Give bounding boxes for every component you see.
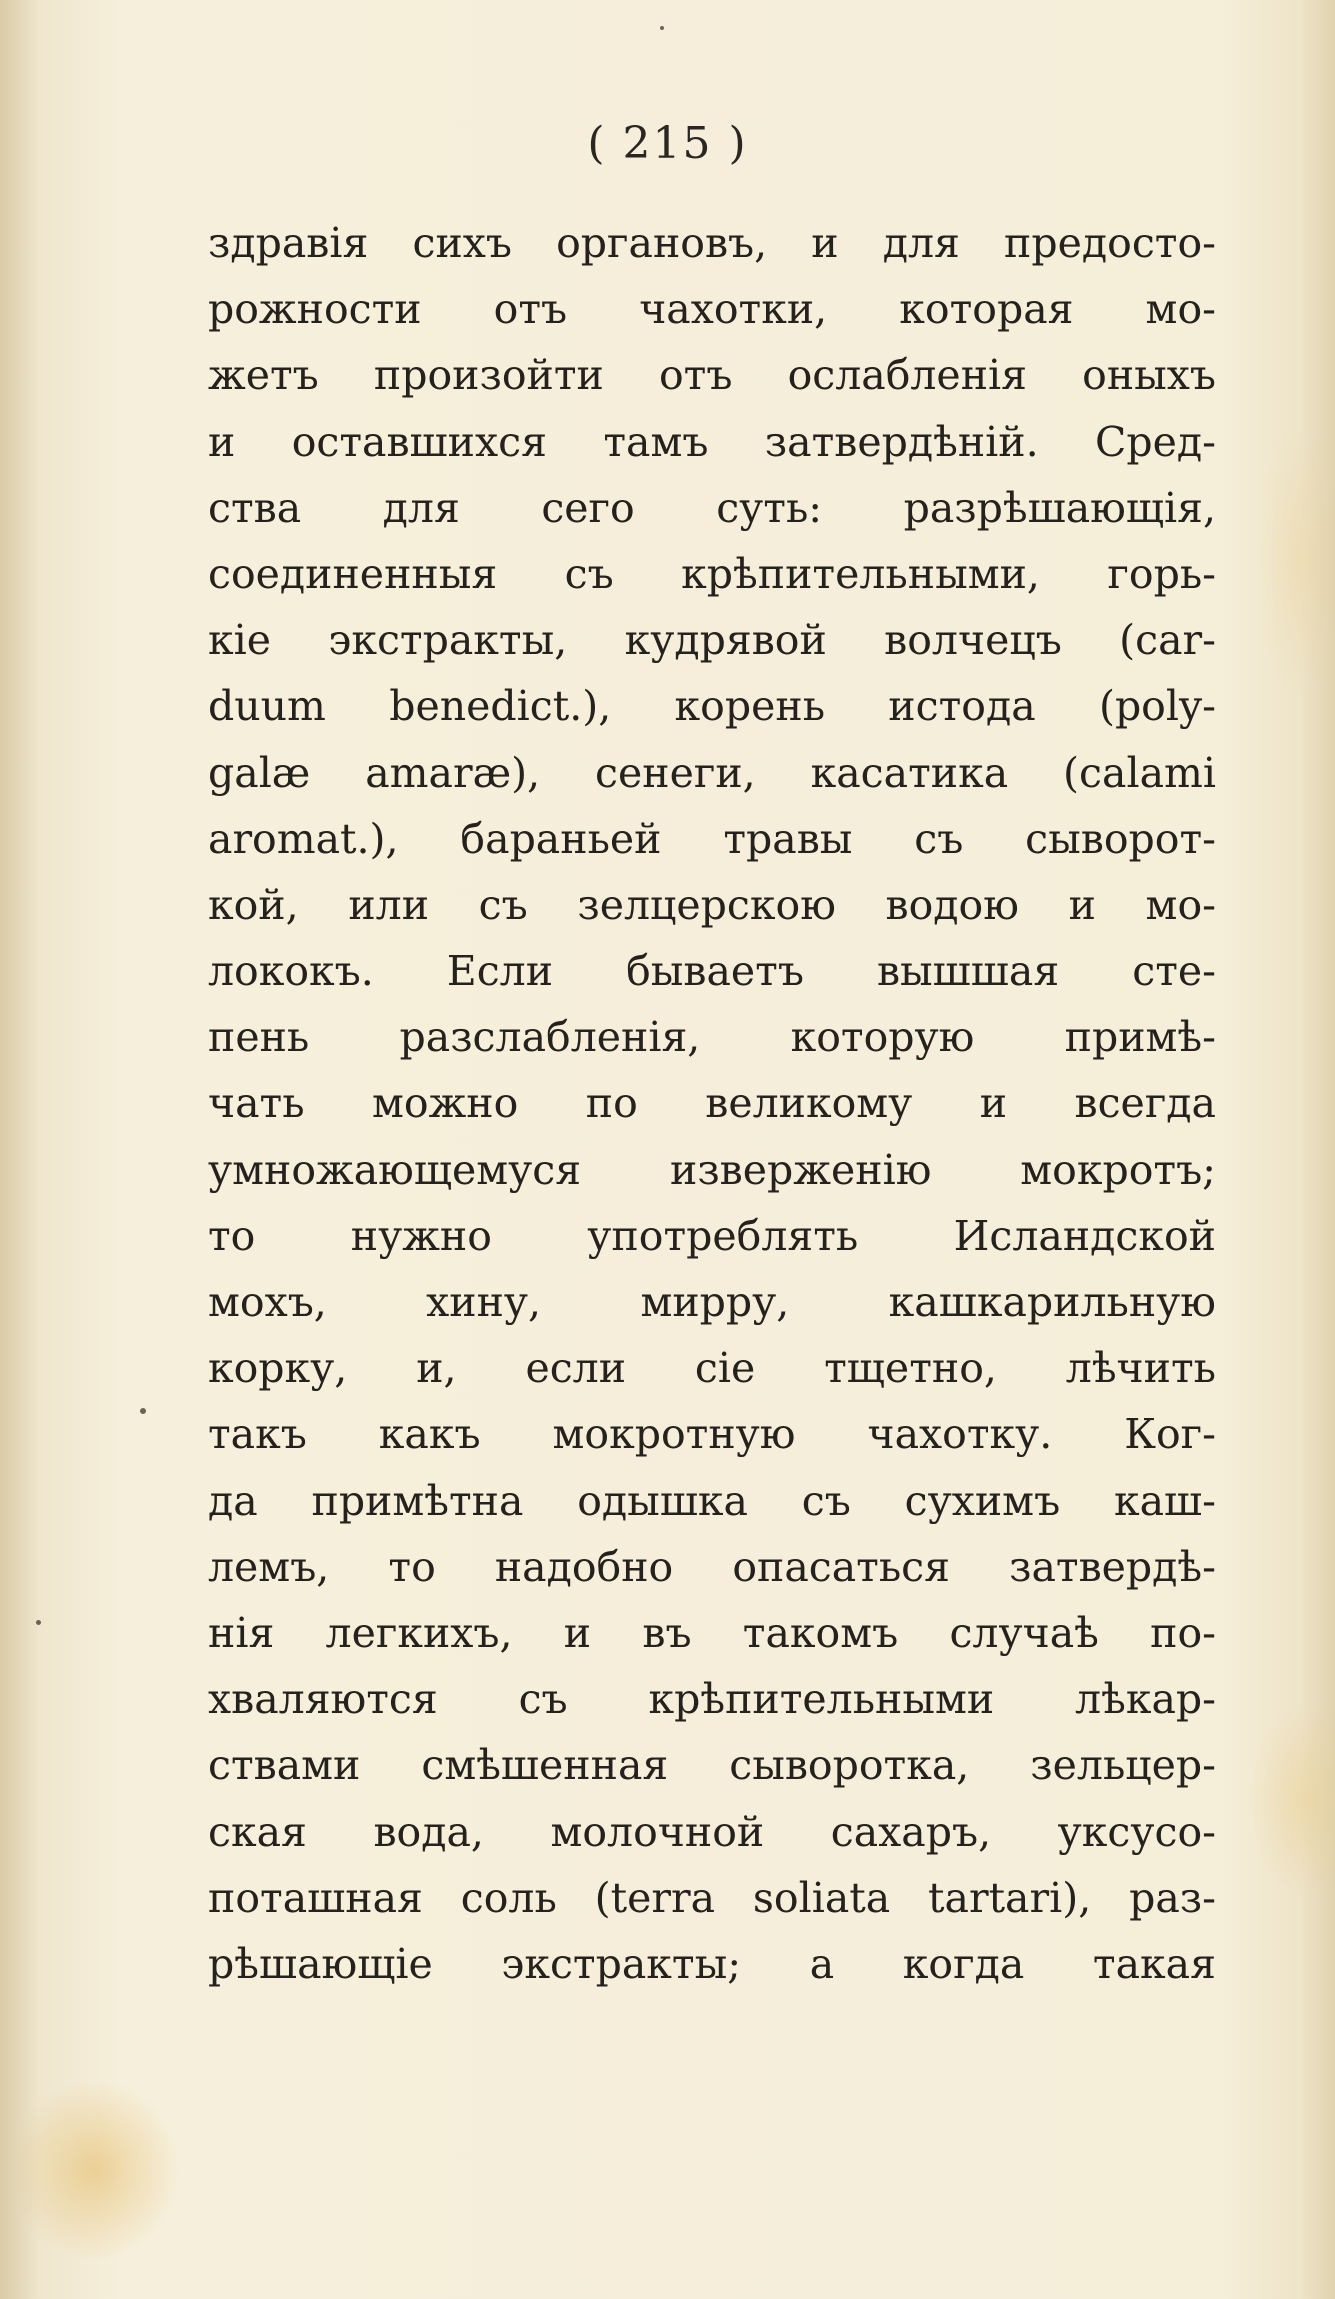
text-line: пень разслабленія, которую примѣ-	[208, 1013, 1216, 1062]
text-line: то нужно употреблять Исландской	[208, 1211, 1216, 1260]
text-line: чать можно по великому и всегда	[208, 1079, 1216, 1128]
text-line: нія легкихъ, и въ такомъ случаѣ по-	[208, 1608, 1216, 1657]
text-line: лококъ. Если бываетъ вышшая сте-	[208, 947, 1216, 996]
text-line: ства для сего суть: разрѣшающія,	[208, 483, 1216, 532]
text-line: duum benedict.), корень истода (poly-	[208, 682, 1216, 731]
text-line: да примѣтна одышка съ сухимъ каш-	[208, 1476, 1216, 1525]
text-line: ская вода, молочной сахаръ, уксусо-	[208, 1807, 1216, 1856]
text-line: aromat.), бараньей травы съ сыворот-	[208, 814, 1216, 863]
text-line: хваляются съ крѣпительными лѣкар-	[208, 1675, 1216, 1724]
text-line: умножающемуся изверженію мокротъ;	[208, 1145, 1216, 1194]
text-line: galæ amaræ), сенеги, касатика (calami	[208, 748, 1216, 797]
text-line: кіе экстракты, кудрявой волчецъ (car-	[208, 616, 1216, 665]
text-line: лемъ, то надобно опасаться затвердѣ-	[208, 1542, 1216, 1591]
text-line: жетъ произойти отъ ослабленія оныхъ	[208, 351, 1216, 400]
text-line: и оставшихся тамъ затвердѣній. Сред-	[208, 417, 1216, 466]
ink-speck	[36, 1620, 41, 1625]
text-line: рѣшающіе экстракты; а когда такая	[208, 1939, 1216, 1988]
text-line: кой, или съ зелцерскою водою и мо-	[208, 880, 1216, 929]
text-line: корку, и, если сіе тщетно, лѣчить	[208, 1344, 1216, 1393]
text-line: здравія сихъ органовъ, и для предосто-	[208, 219, 1216, 267]
page-number: ( 215 )	[587, 118, 748, 169]
ink-speck	[140, 1408, 146, 1414]
text-line: рожности отъ чахотки, которая мо-	[208, 285, 1216, 334]
text-line: соединенныя съ крѣпительными, горь-	[208, 549, 1216, 598]
text-line: мохъ, хину, мирру, кашкарильную	[208, 1278, 1216, 1326]
text-line: поташная соль (terra soliata tartari), раз-	[208, 1873, 1216, 1922]
ink-speck	[660, 26, 664, 30]
text-line: такъ какъ мокротную чахотку. Ког-	[208, 1410, 1216, 1459]
text-line: ствами смѣшенная сыворотка, зельцер-	[208, 1741, 1216, 1790]
body-text	[208, 210, 1216, 1997]
